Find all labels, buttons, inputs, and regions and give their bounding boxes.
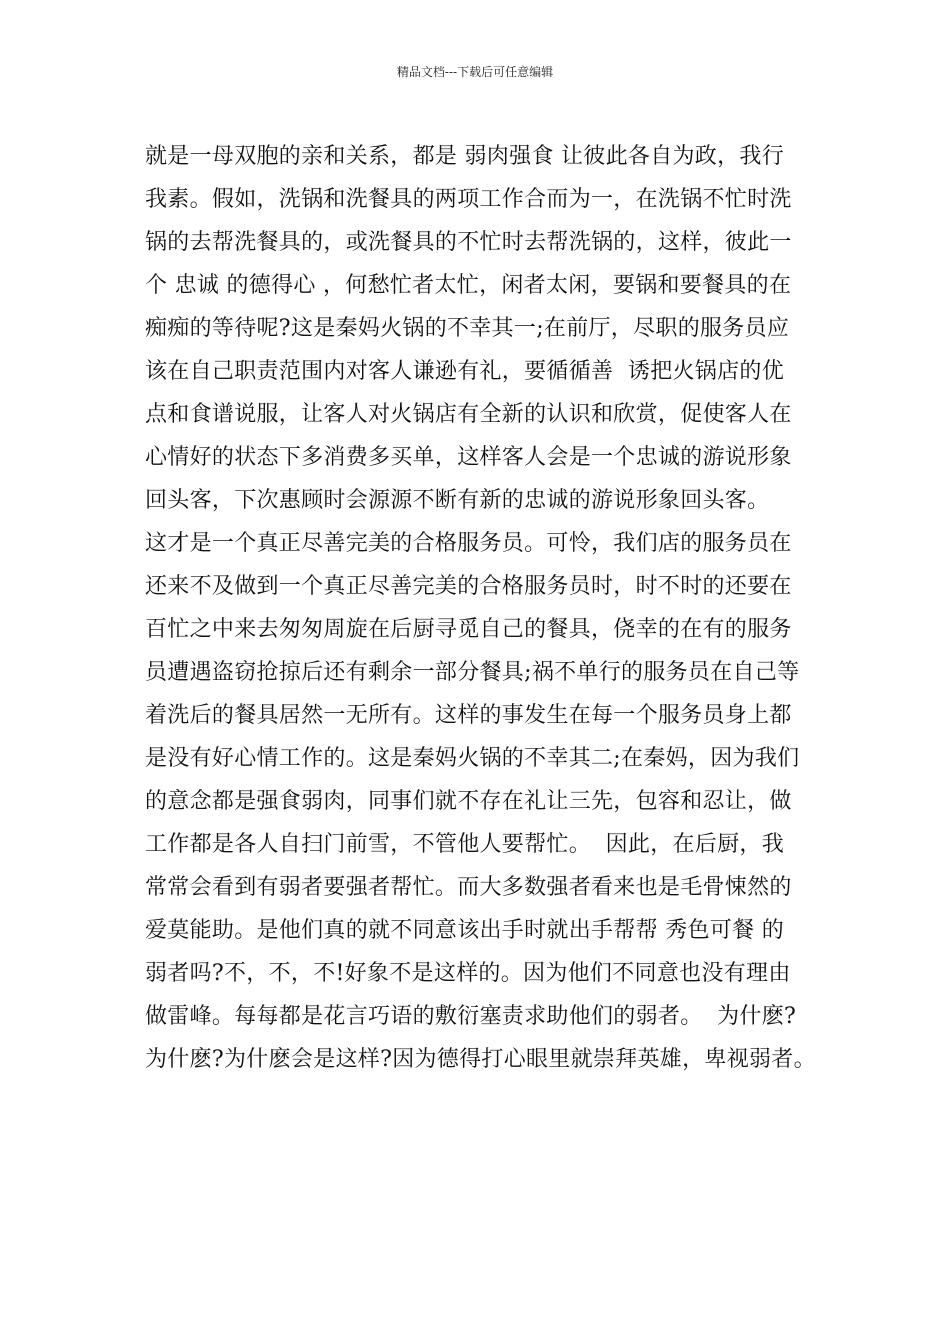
- text-line: 着洗后的餐具居然一无所有。这样的事发生在每一个服务员身上都: [145, 703, 792, 728]
- text-line: 心情好的状态下多消费多买单，这样客人会是一个忠诚的游说形象: [145, 445, 792, 470]
- text-line: 弱者吗?不，不，不!好象不是这样的。因为他们不同意也没有理由: [145, 961, 791, 986]
- text-line: 回头客，下次惠顾时会源源不断有新的忠诚的游说形象回头客。: [145, 488, 770, 513]
- text-line: 就是一母双胞的亲和关系，都是 弱肉强食 让彼此各自为政，我行: [145, 144, 784, 169]
- text-line: 的意念都是强食弱肉，同事们就不存在礼让三先，包容和忍让，做: [145, 789, 792, 814]
- text-line: 还来不及做到一个真正尽善完美的合格服务员时，时不时的还要在: [145, 574, 792, 599]
- text-line: 个 忠诚 的德得心 ，何愁忙者太忙，闲者太闲，要锅和要餐具的在: [145, 273, 792, 298]
- text-line: 做雷峰。每每都是花言巧语的敷衍塞责求助他们的弱者。 为什麽?: [145, 1004, 797, 1029]
- text-line: 我素。假如，洗锅和洗餐具的两项工作合而为一，在洗锅不忙时洗: [145, 187, 792, 212]
- text-line: 这才是一个真正尽善完美的合格服务员。可怜，我们店的服务员在: [145, 531, 792, 556]
- text-line: 点和食谱说服，让客人对火锅店有全新的认识和欣赏，促使客人在: [145, 402, 792, 427]
- page-header: 精品文档---下载后可任意编辑: [396, 65, 554, 79]
- text-line: 痴痴的等待呢?这是秦妈火锅的不幸其一;在前厅，尽职的服务员应: [145, 316, 790, 341]
- text-line: 是没有好心情工作的。这是秦妈火锅的不幸其二;在秦妈，因为我们: [145, 746, 800, 771]
- text-line: 锅的去帮洗餐具的，或洗餐具的不忙时去帮洗锅的，这样，彼此一: [145, 230, 792, 255]
- text-line: 爱莫能助。是他们真的就不同意该出手时就出手帮帮 秀色可餐 的: [145, 918, 784, 943]
- text-line: 为什麽?为什麽会是这样?因为德得打心眼里就崇拜英雄，卑视弱者。: [145, 1047, 816, 1072]
- text-line: 百忙之中来去匆匆周旋在后厨寻觅自己的餐具，侥幸的在有的服务: [145, 617, 792, 642]
- text-line: 工作都是各人自扫门前雪，不管他人要帮忙。 因此，在后厨，我: [145, 832, 784, 857]
- text-line: 常常会看到有弱者要强者帮忙。而大多数强者看来也是毛骨悚然的: [145, 875, 792, 900]
- body-text: [145, 135, 835, 1081]
- text-line: 该在自己职责范围内对客人谦逊有礼，要循循善 诱把火锅店的优: [145, 359, 784, 384]
- text-line: 员遭遇盗窃抢掠后还有剩余一部分餐具;祸不单行的服务员在自己等: [145, 660, 800, 685]
